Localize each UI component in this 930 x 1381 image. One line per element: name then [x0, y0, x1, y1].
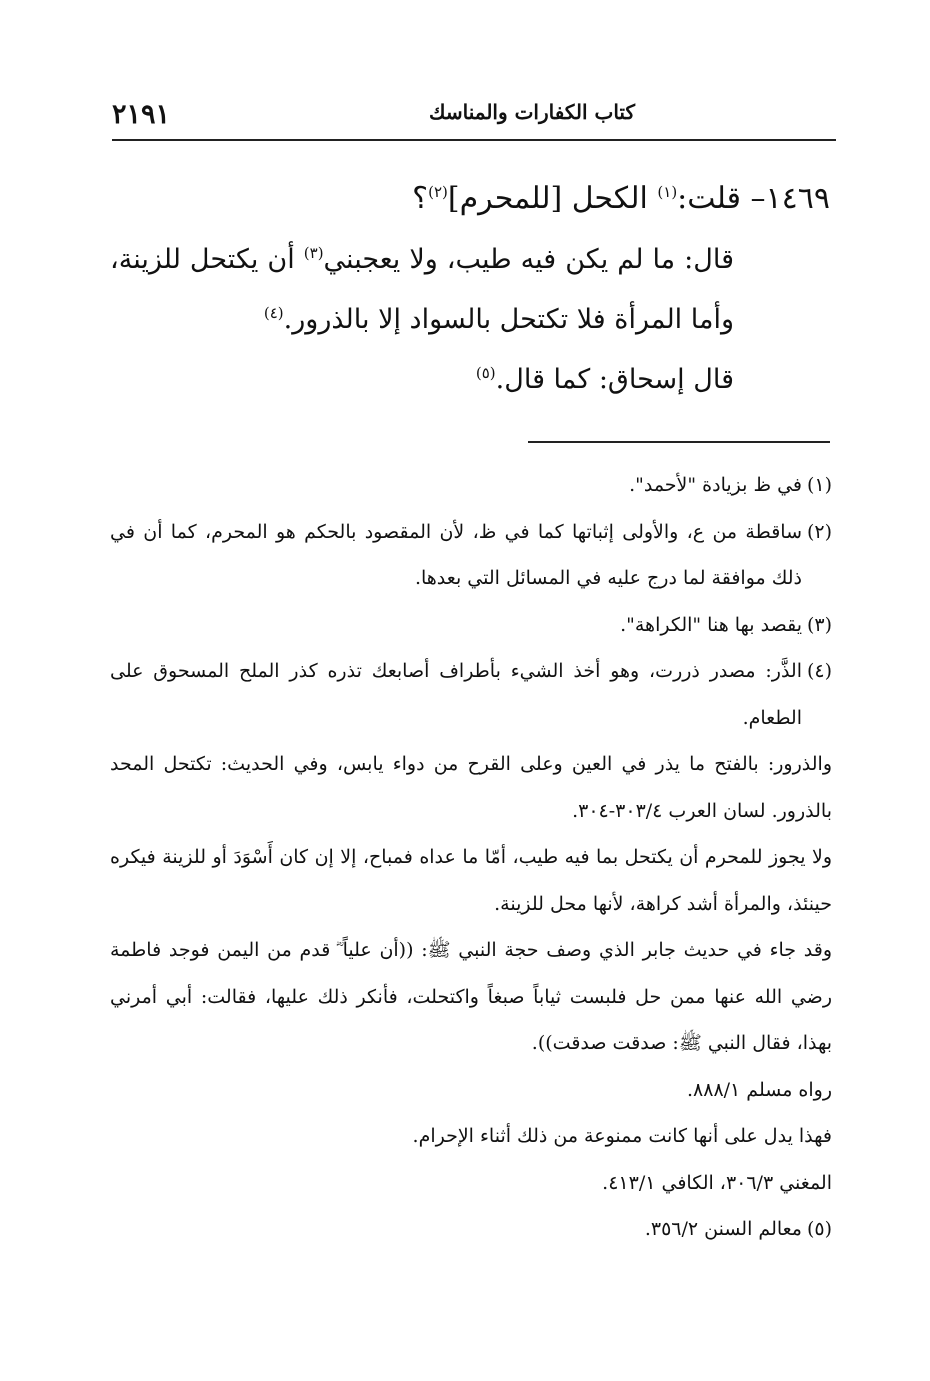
footnote-text: ولا يجوز للمحرم أن يكتحل بما فيه طيب، أمّا ما عداه فمباح، إلا إن كان أَسْوَدَ أو للزينة فيكره حينئذ، والمرأة أشد كراهة، لأنها محل للزينة. — [110, 846, 832, 915]
footnote-mark: (١) — [806, 474, 832, 496]
footnote-4-paragraph — [110, 1160, 832, 1207]
footnote-ref-1: (١) — [657, 183, 678, 201]
footnote-text: والذرور: بالفتح ما يذر في العين وعلى القرح من دواء يابس، وفي الحديث: تكتحل المحد بالذرور. لسان العرب ٣٠٣/٤-٣٠٤. — [110, 753, 832, 822]
footnote-4-paragraph — [110, 741, 832, 834]
answer-text-a: قال: ما لم يكن فيه طيب، ولا يعجبني — [323, 244, 734, 275]
footnote-ref-3: (٣) — [303, 244, 324, 262]
footnote-5 — [110, 1206, 832, 1253]
footnote-text: المغني ٣٠٦/٣، الكافي ٤١٣/١. — [602, 1171, 832, 1194]
footnote-4-paragraph — [110, 1113, 832, 1160]
footnote-4 — [110, 648, 832, 741]
question-mark: ؟ — [412, 181, 429, 216]
main-text — [110, 170, 830, 410]
answer-text-b: أن يكتحل للزينة، وأما المرأة فلا تكتحل بالسواد إلا بالذرور. — [110, 244, 734, 335]
question-text-after: الكحل [للمحرم] — [447, 181, 658, 216]
question-1469 — [110, 170, 830, 228]
running-header — [112, 92, 836, 136]
footnote-mark: (٢) — [806, 520, 832, 543]
answer-block — [110, 230, 830, 410]
footnote-3 — [110, 602, 832, 649]
footnote-4-paragraph — [110, 1067, 832, 1114]
footnote-text: يقصد بها هنا "الكراهة". — [620, 613, 802, 636]
footnote-text: الذَّر: مصدر ذررت، وهو أخذ الشيء بأطراف أصابعك تذره كذر الملح المسحوق على الطعام. — [110, 660, 802, 729]
answer-ahmad — [110, 230, 734, 350]
footnote-4-paragraph — [110, 927, 832, 1067]
footnote-text: فهذا يدل على أنها كانت ممنوعة من ذلك أثناء الإحرام. — [412, 1125, 832, 1147]
footnote-4-paragraph — [110, 834, 832, 927]
footnote-text: وقد جاء في حديث جابر الذي وصف حجة النبي ﷺ: ((أن علياً ؓ قدم من اليمن فوجد فاطمة رضي الله عنها ممن حل فلبست ثياباً صبغاً واكتحلت، فأنكر ذلك عليها، فقالت: أبي أمرني بهذا، فقال النبي ﷺ: صدقت صدقت)). — [110, 939, 832, 1054]
footnote-ref-4: (٤) — [263, 304, 284, 322]
footnote-1 — [110, 462, 832, 509]
footnote-text: معالم السنن ٣٥٦/٢. — [644, 1218, 802, 1240]
footnote-2 — [110, 509, 832, 602]
footnote-ref-2: (٢) — [428, 183, 448, 201]
footnote-text: ساقطة من ع، والأولى إثباتها كما في ظ، لأن المقصود بالحكم هو المحرم، كما أن في ذلك موافقة لما درج عليه في المسائل التي بعدها. — [110, 520, 802, 589]
page-number: ٢١٩١ — [112, 98, 171, 130]
footnote-text: رواه مسلم ٨٨٨/١. — [686, 1078, 832, 1101]
header-rule — [112, 139, 836, 141]
footnote-mark: (٣) — [806, 613, 832, 636]
question-text-before: – قلت: — [677, 181, 766, 216]
footnote-separator — [528, 441, 830, 443]
footnote-text: في ظ بزيادة "لأحمد". — [629, 474, 802, 496]
ishaq-text: قال إسحاق: كما قال. — [495, 364, 734, 395]
footnote-mark: (٤) — [806, 660, 832, 682]
book-title: كتاب الكفارات والمناسك — [429, 100, 635, 124]
footnote-ref-5: (٥) — [475, 364, 496, 382]
footnote-mark: (٥) — [806, 1218, 832, 1240]
question-number: ١٤٦٩ — [765, 181, 830, 216]
footnotes — [110, 462, 832, 1253]
answer-ishaq — [110, 350, 734, 410]
